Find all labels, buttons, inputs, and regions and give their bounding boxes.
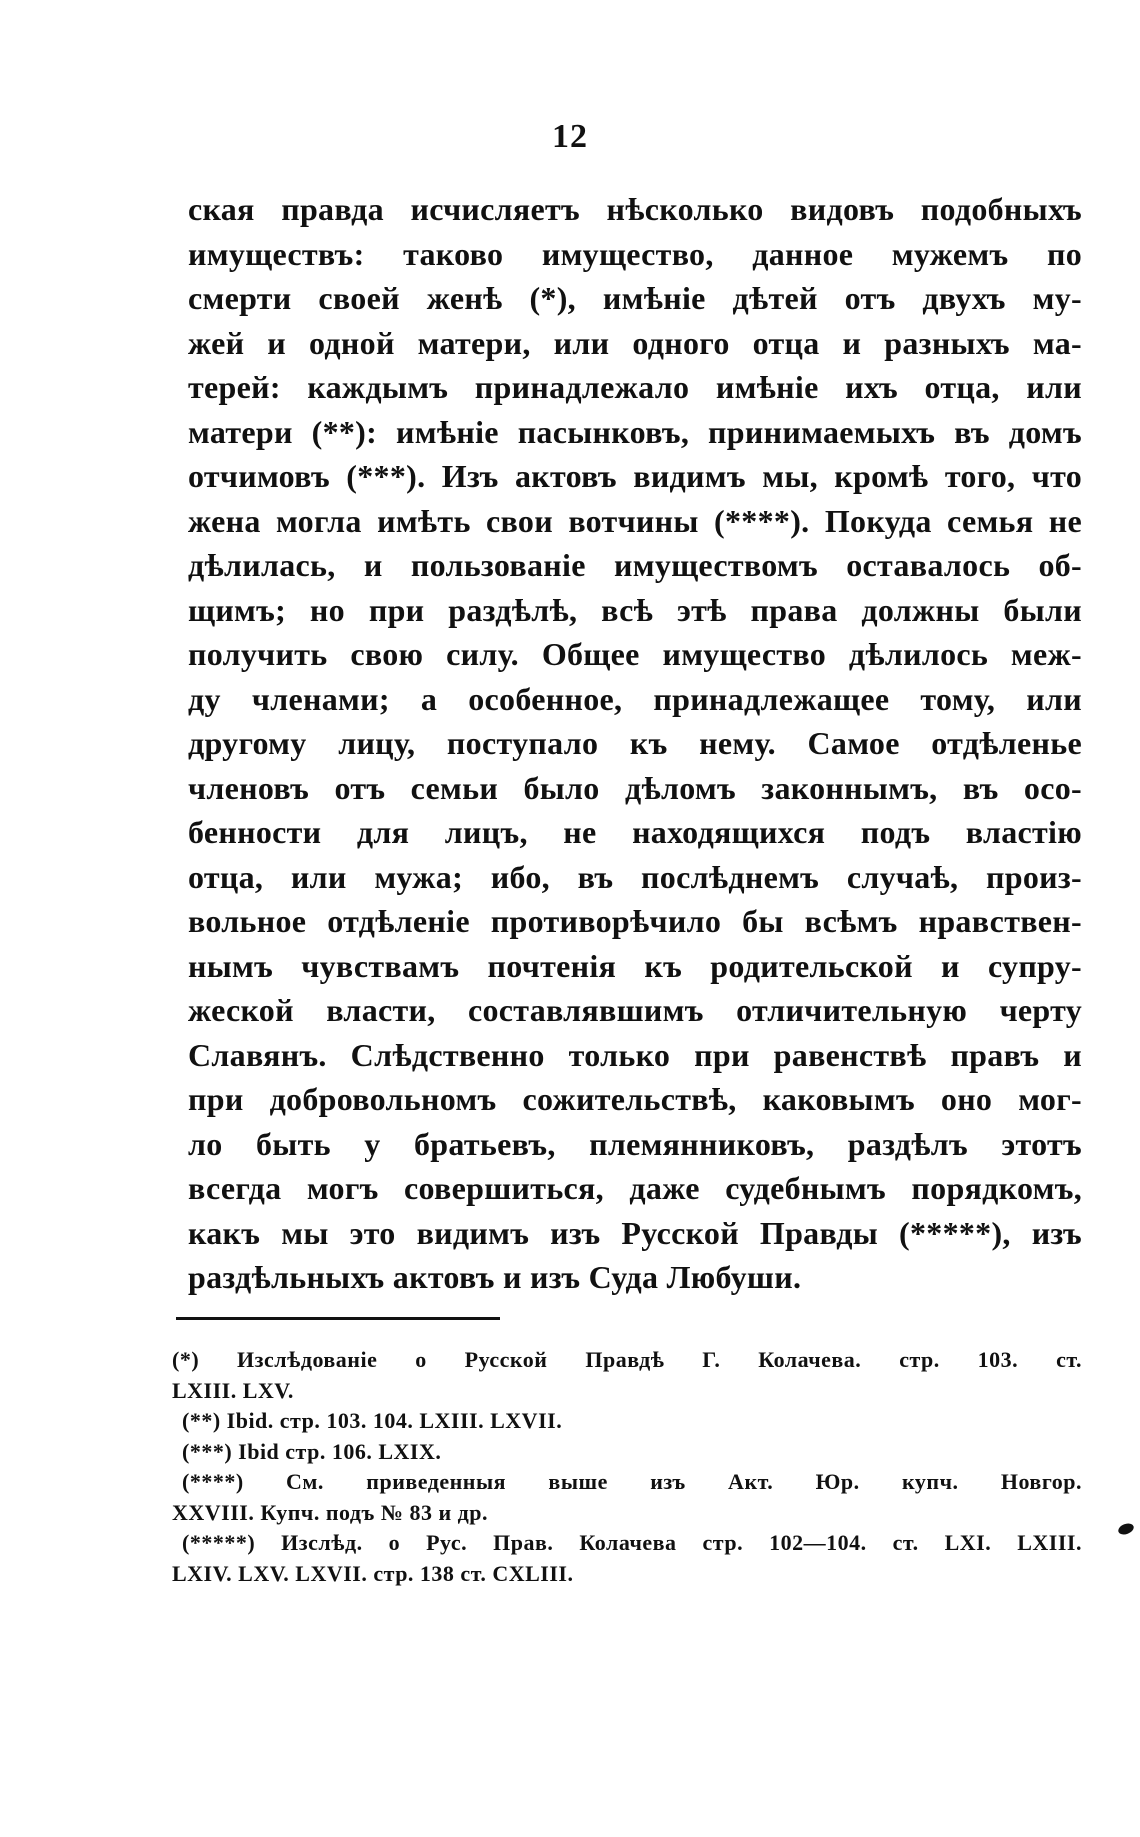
footnote-line: (*) Изслѣдованіе о Русской Правдѣ Г. Колачева. стр. 103. ст. — [172, 1347, 1082, 1372]
text-line: всегда могъ совершиться, даже судебнымъ порядкомъ, — [188, 1170, 1082, 1206]
text-line: при добровольномъ сожительствѣ, каковымъ оно мог- — [188, 1081, 1082, 1117]
text-line: какъ мы это видимъ изъ Русской Правды (*****), изъ — [188, 1214, 1082, 1251]
footnote-line: XXVIII. Купч. подъ № 83 и др. — [172, 1499, 488, 1525]
footnote-separator — [176, 1317, 500, 1320]
text-line: вольное отдѣленіе противорѣчило бы всѣмъ нравствен- — [188, 903, 1082, 939]
page-number: 12 — [552, 118, 588, 155]
text-line: жена могла имѣть свои вотчины (****). Покуда семья не — [188, 502, 1082, 539]
text-line: дѣлилась, и пользованіе имуществомъ оставалось об- — [188, 547, 1082, 583]
text-line: ду членами; а особенное, принадлежащее тому, или — [188, 680, 1082, 717]
text-line: жей и одной матери, или одного отца и разныхъ ма- — [188, 324, 1082, 361]
text-line: раздѣльныхъ актовъ и изъ Суда Любуши. — [188, 1259, 802, 1295]
footnote-line: (*****) Изслѣд. о Рус. Прав. Колачева стр. 102—104. ст. LXI. LXIII. — [182, 1530, 1082, 1555]
text-line: имуществъ: таково имущество, данное мужемъ по — [188, 235, 1082, 272]
text-line: щимъ; но при раздѣлѣ, всѣ этѣ права должны были — [188, 591, 1082, 628]
text-line: ло быть у братьевъ, племянниковъ, раздѣлъ этотъ — [188, 1125, 1082, 1162]
text-line: нымъ чувствамъ почтенія къ родительской и супру- — [188, 947, 1082, 984]
footnote-line: LXIV. LXV. LXVII. стр. 138 ст. CXLIII. — [172, 1560, 574, 1586]
text-line: смерти своей женѣ (*), имѣніе дѣтей отъ двухъ му- — [188, 280, 1082, 316]
text-line: членовъ отъ семьи было дѣломъ законнымъ, въ осо- — [188, 769, 1082, 806]
footnote-line: LXIII. LXV. — [172, 1377, 294, 1403]
text-line: ская правда исчисляетъ нѣсколько видовъ подобныхъ — [188, 191, 1082, 227]
text-line: терей: каждымъ принадлежало имѣніе ихъ отца, или — [188, 369, 1082, 405]
footnote-line: (**) Ibid. стр. 103. 104. LXIII. LXVII. — [182, 1408, 563, 1433]
text-line: получить свою силу. Общее имущество дѣлилось меж- — [188, 636, 1082, 672]
ink-spot — [1117, 1522, 1135, 1537]
text-line: другому лицу, поступало къ нему. Самое отдѣленье — [188, 725, 1082, 761]
main-text — [188, 187, 1082, 1300]
footnotes — [172, 1345, 1082, 1589]
text-line: отца, или мужа; ибо, въ послѣднемъ случаѣ, произ- — [188, 858, 1082, 895]
footnote-line: (***) Ibid стр. 106. LXIX. — [182, 1438, 442, 1464]
text-line: Славянъ. Слѣдственно только при равенствѣ правъ и — [188, 1036, 1082, 1073]
text-line: бенности для лицъ, не находящихся подъ властію — [188, 814, 1082, 850]
text-line: матери (**): имѣніе пасынковъ, принимаемыхъ въ домъ — [188, 413, 1082, 450]
text-line: жеской власти, составлявшимъ отличительную черту — [188, 992, 1082, 1028]
text-line: отчимовъ (***). Изъ актовъ видимъ мы, кромѣ того, что — [188, 458, 1082, 494]
footnote-line: (****) См. приведенныя выше изъ Акт. Юр. купч. Новгор. — [182, 1469, 1082, 1494]
